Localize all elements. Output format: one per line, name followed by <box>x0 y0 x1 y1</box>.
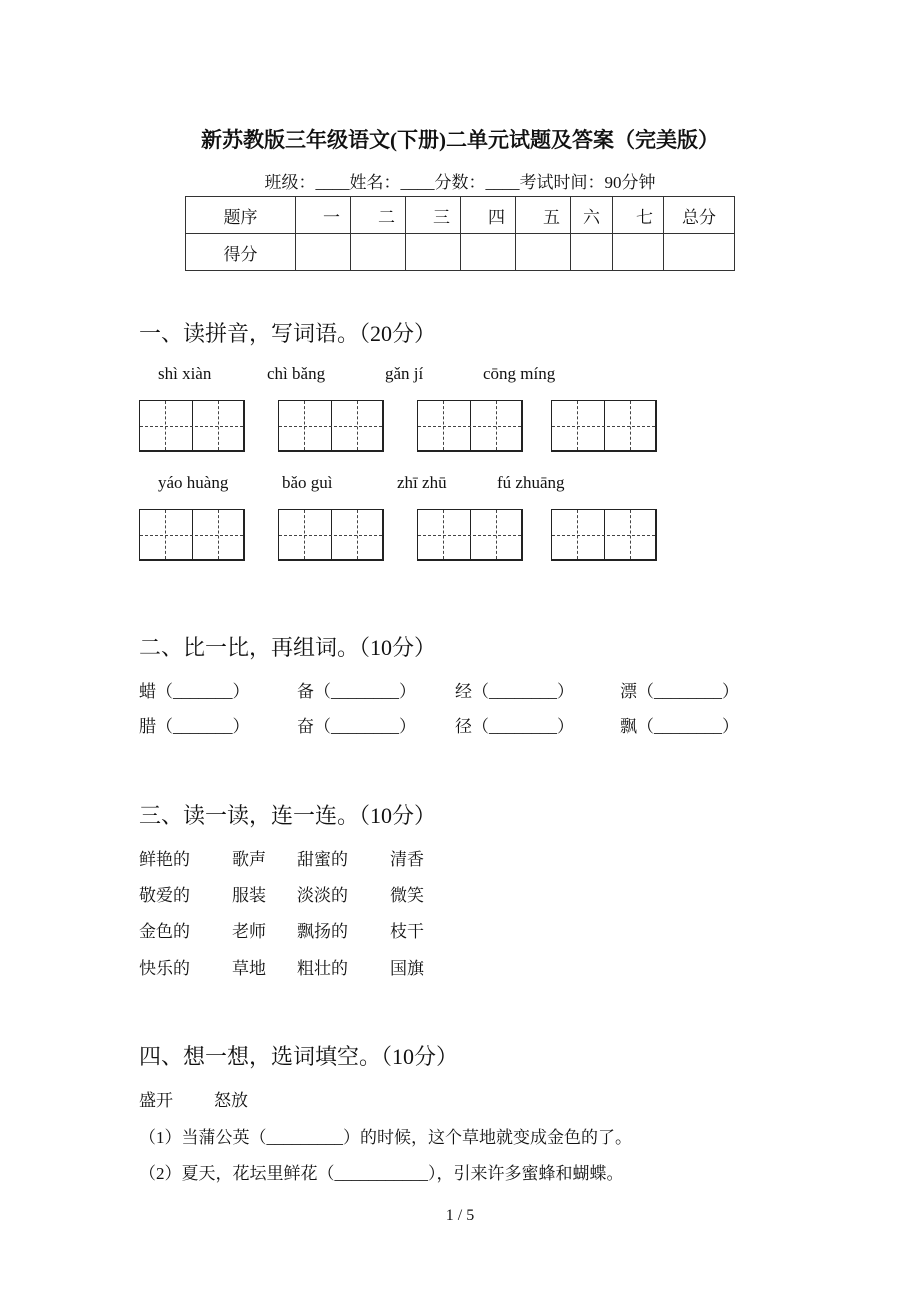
match-word: 老师 <box>232 922 266 941</box>
section2-heading: 二、比一比，再组词。（10分） <box>139 635 437 660</box>
match-word: 金色的 <box>139 922 190 941</box>
pinyin: shì xiàn <box>158 364 212 383</box>
fill-question: （1）当蒲公英（_________）的时候，这个草地就变成金色的了。 <box>139 1128 632 1147</box>
writing-grid[interactable] <box>278 400 384 452</box>
pinyin: fú zhuāng <box>497 473 565 492</box>
match-word: 歌声 <box>232 850 266 869</box>
header-cell: 四 <box>461 197 516 234</box>
score-table-score-row <box>186 234 735 271</box>
word-blank: 漂（________） <box>620 682 739 701</box>
word-blank: 奋（________） <box>297 717 416 736</box>
score-cell <box>516 234 571 271</box>
match-word: 服装 <box>232 886 266 905</box>
writing-grid[interactable] <box>139 509 245 561</box>
score-cell <box>461 234 516 271</box>
score-table <box>185 196 735 271</box>
word-blank: 备（________） <box>297 682 416 701</box>
pinyin: gǎn jí <box>385 364 424 383</box>
match-word: 甜蜜的 <box>297 850 348 869</box>
pinyin: cōng míng <box>483 364 556 383</box>
score-cell <box>296 234 351 271</box>
match-word: 清香 <box>390 850 424 869</box>
writing-grid[interactable] <box>551 509 657 561</box>
match-word: 国旗 <box>390 959 424 978</box>
header-cell: 一 <box>296 197 351 234</box>
page-number: 1 / 5 <box>445 1207 475 1224</box>
match-word: 微笑 <box>390 886 424 905</box>
exam-info-line: 班级：____姓名：____分数：____考试时间：90分钟 <box>264 173 656 192</box>
match-word: 敬爱的 <box>139 886 190 905</box>
pinyin: bǎo guì <box>282 473 333 492</box>
score-cell <box>351 234 406 271</box>
writing-grid[interactable] <box>139 400 245 452</box>
writing-grid[interactable] <box>551 400 657 452</box>
choice-word: 盛开 <box>139 1091 173 1110</box>
word-blank: 腊（_______） <box>139 717 250 736</box>
match-word: 淡淡的 <box>297 886 348 905</box>
match-word: 枝干 <box>390 922 424 941</box>
word-blank: 蜡（_______） <box>139 682 250 701</box>
writing-grid[interactable] <box>278 509 384 561</box>
match-word: 飘扬的 <box>297 922 348 941</box>
word-blank: 径（________） <box>455 717 574 736</box>
score-cell <box>571 234 613 271</box>
section3-heading: 三、读一读，连一连。（10分） <box>139 803 437 828</box>
writing-grid[interactable] <box>417 400 523 452</box>
writing-grid[interactable] <box>417 509 523 561</box>
score-cell <box>406 234 461 271</box>
header-cell: 二 <box>351 197 406 234</box>
fill-question: （2）夏天，花坛里鲜花（___________），引来许多蜜蜂和蝴蝶。 <box>139 1164 624 1183</box>
header-cell: 六 <box>571 197 613 234</box>
header-cell: 总分 <box>664 197 735 234</box>
match-word: 草地 <box>232 959 266 978</box>
word-blank: 飘（________） <box>620 717 739 736</box>
pinyin: zhī zhū <box>397 473 447 492</box>
header-cell: 题序 <box>186 197 296 234</box>
pinyin: yáo huàng <box>158 473 229 492</box>
match-word: 鲜艳的 <box>139 850 190 869</box>
section1-heading: 一、读拼音，写词语。（20分） <box>139 321 437 346</box>
document-title: 新苏教版三年级语文(下册)二单元试题及答案（完美版） <box>201 128 719 152</box>
score-cell <box>613 234 664 271</box>
match-word: 粗壮的 <box>297 959 348 978</box>
score-cell <box>664 234 735 271</box>
match-word: 快乐的 <box>139 959 190 978</box>
header-cell: 七 <box>613 197 664 234</box>
header-cell: 五 <box>516 197 571 234</box>
header-cell: 三 <box>406 197 461 234</box>
section4-heading: 四、想一想，选词填空。（10分） <box>139 1044 459 1069</box>
word-blank: 经（________） <box>455 682 574 701</box>
score-table-header-row <box>186 197 735 234</box>
choice-word: 怒放 <box>214 1091 248 1110</box>
pinyin: chì bǎng <box>267 364 326 383</box>
row-label: 得分 <box>186 234 296 271</box>
